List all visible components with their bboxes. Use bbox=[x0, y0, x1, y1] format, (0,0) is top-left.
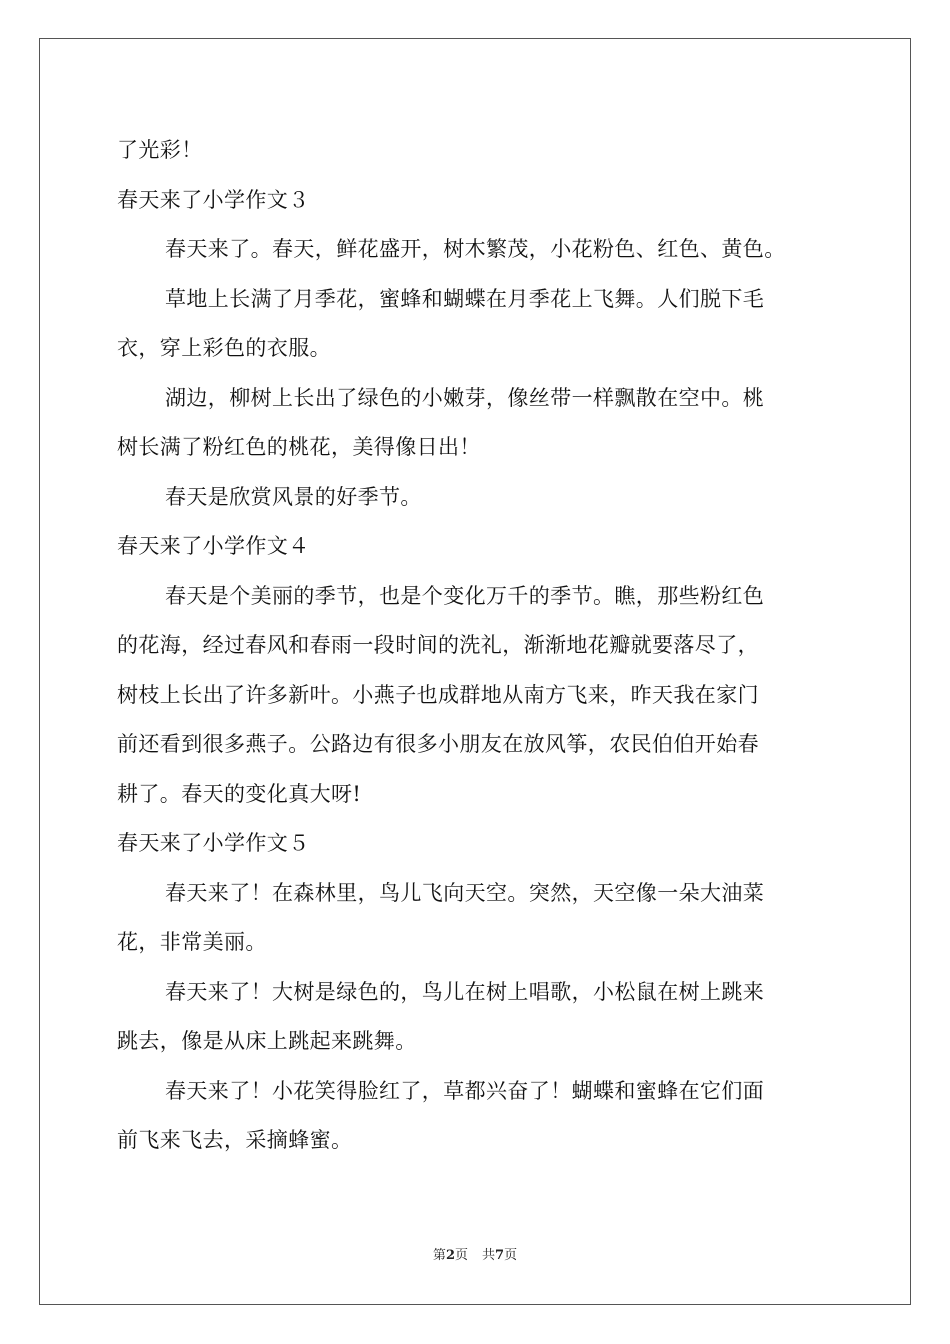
paragraph-line: 春天是欣赏风景的好季节。 bbox=[165, 484, 422, 509]
paragraph-line: 湖边，柳树上长出了绿色的小嫩芽，像丝带一样飘散在空中。桃 bbox=[165, 385, 765, 410]
total-suffix: 页 bbox=[504, 1248, 518, 1263]
page-current: 2 bbox=[445, 1248, 455, 1263]
paragraph-line: 前还看到很多燕子。公路边有很多小朋友在放风筝，农民伯伯开始春 bbox=[117, 732, 759, 756]
page-total: 7 bbox=[495, 1248, 505, 1263]
total-prefix: 共 bbox=[482, 1248, 496, 1263]
paragraph-line: 春天来了！大树是绿色的，鸟儿在树上唱歌，小松鼠在树上跳来 bbox=[165, 979, 765, 1004]
paragraph-line: 前飞来飞去，采摘蜂蜜。 bbox=[117, 1128, 353, 1152]
paragraph-line: 的花海，经过春风和春雨一段时间的洗礼，渐渐地花瓣就要落尽了， bbox=[117, 633, 759, 657]
paragraph-line: 跳去，像是从床上跳起来跳舞。 bbox=[117, 1029, 417, 1053]
paragraph-line: 春天来了！小花笑得脸红了，草都兴奋了！蝴蝶和蜜蜂在它们面 bbox=[165, 1078, 765, 1103]
paragraph-line: 草地上长满了月季花，蜜蜂和蝴蝶在月季花上飞舞。人们脱下毛 bbox=[165, 286, 765, 311]
paragraph-line: 花，非常美丽。 bbox=[117, 930, 267, 954]
paragraph-line: 春天是个美丽的季节，也是个变化万千的季节。瞧，那些粉红色 bbox=[165, 583, 765, 608]
section-heading: 春天来了小学作文５ bbox=[117, 831, 310, 855]
paragraph-line: 树枝上长出了许多新叶。小燕子也成群地从南方飞来，昨天我在家门 bbox=[117, 682, 759, 707]
paragraph-line: 春天来了！在森林里，鸟儿飞向天空。突然，天空像一朵大油菜 bbox=[165, 880, 765, 905]
section-heading: 春天来了小学作文３ bbox=[117, 187, 310, 212]
paragraph-line: 耕了。春天的变化真大呀! bbox=[117, 781, 362, 806]
paragraph-line: 春天来了。春天，鲜花盛开，树木繁茂，小花粉色、红色、黄色。 bbox=[165, 237, 786, 261]
text-line: 了光彩！ bbox=[117, 138, 203, 162]
paragraph-line: 树长满了粉红色的桃花，美得像日出！ bbox=[117, 435, 481, 459]
page-footer bbox=[0, 1247, 950, 1265]
page-suffix: 页 bbox=[454, 1248, 468, 1263]
page-prefix: 第 bbox=[432, 1248, 446, 1263]
document-body bbox=[117, 126, 852, 1166]
paragraph-line: 衣，穿上彩色的衣服。 bbox=[117, 336, 331, 360]
section-heading: 春天来了小学作文４ bbox=[117, 534, 310, 558]
